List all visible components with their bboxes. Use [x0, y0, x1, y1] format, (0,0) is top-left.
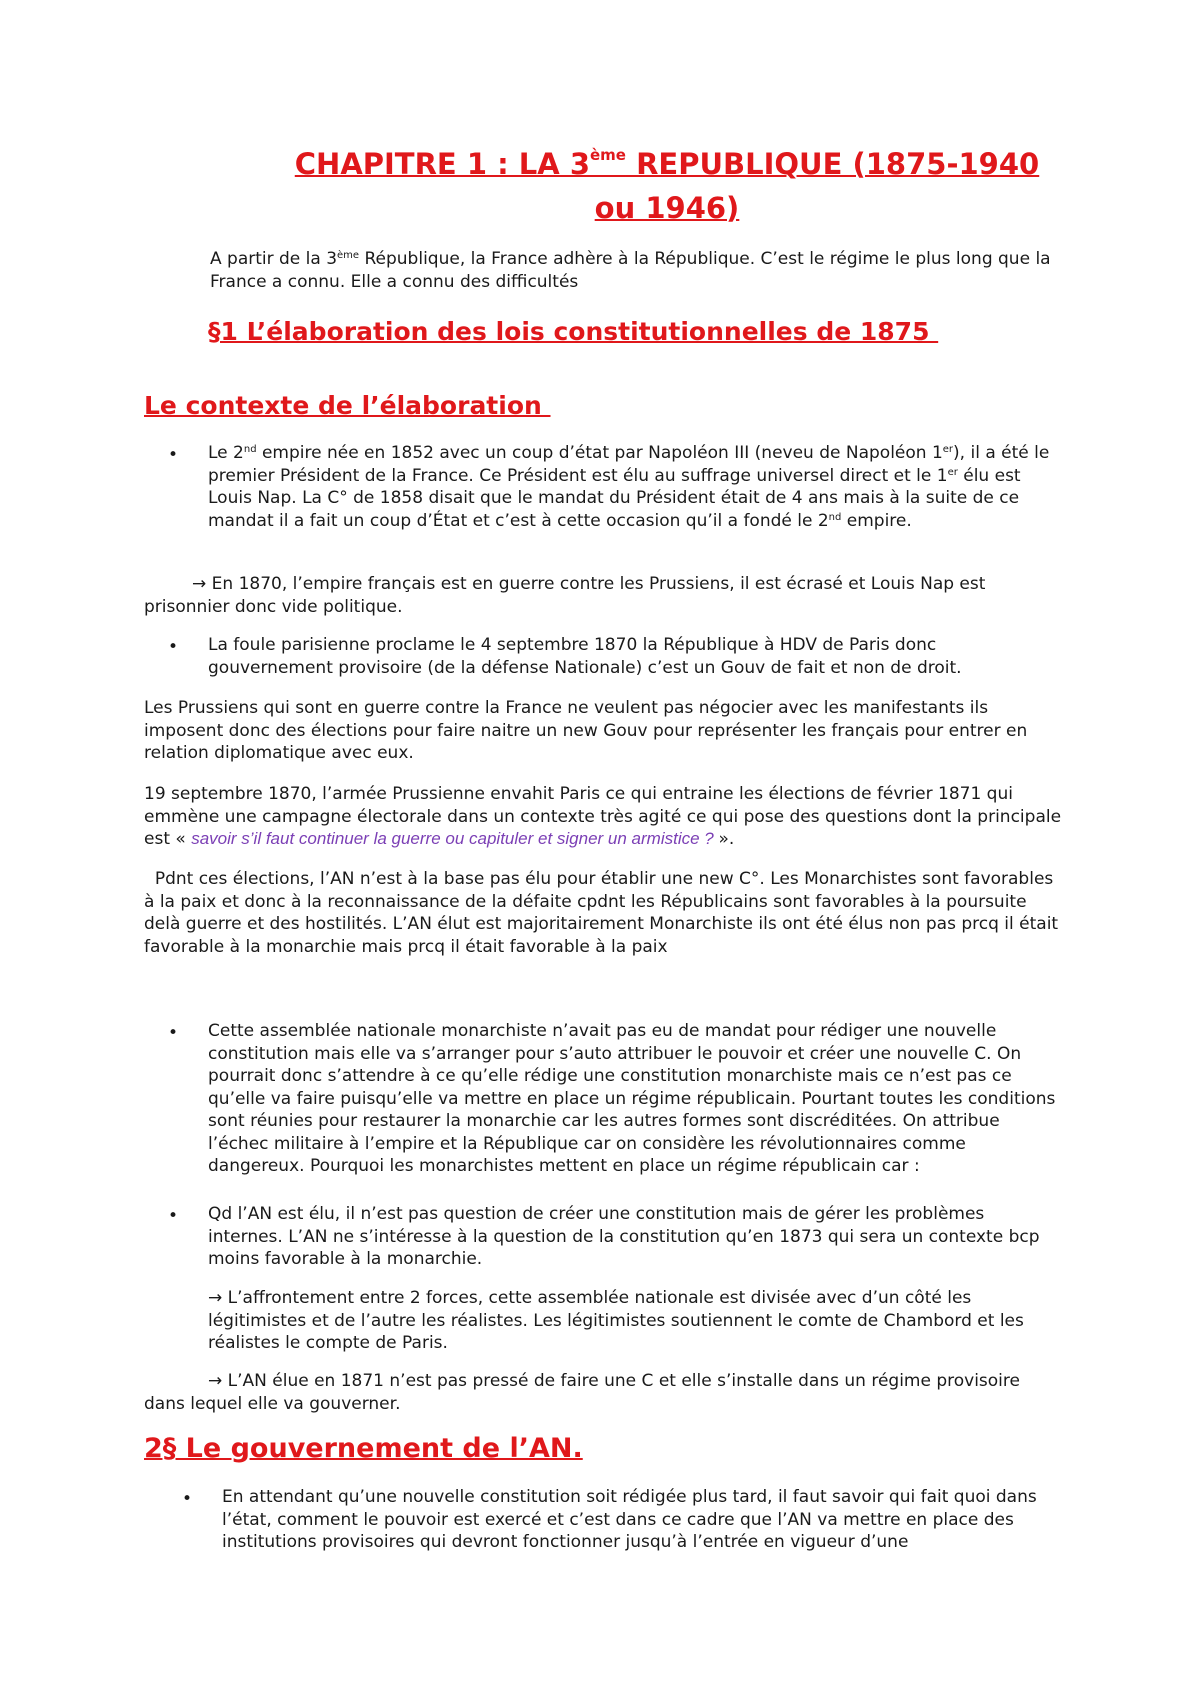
chapter-title-line-2: ou 1946): [594, 191, 740, 225]
bullet-marker: •: [168, 445, 179, 465]
bullet-paragraph-foule: La foule parisienne proclame le 4 septembre 1870 la République à HDV de Paris donc gouvernement provisoire (de la défense Nationale) c’est un Gouv de fait et non de droit.: [208, 635, 962, 678]
superscript: nd: [243, 444, 257, 455]
arrow-icon: →: [192, 574, 207, 594]
text-span: Le 2: [208, 443, 244, 463]
bullet-paragraph-qd-an: Qd l’AN est élu, il n’est pas question de créer une constitution mais de gérer les problèmes internes. L’AN ne s’intéresse à la question de la constitution qu’en 1873 qui sera un contexte bcp moins favorable à la monarchie.: [208, 1204, 1040, 1269]
text-span: ), il a été le premier Président de la France. Ce Président est élu au suffrage universel direct et le 1: [208, 443, 1050, 486]
superscript: er: [947, 466, 958, 478]
chapter-title: [0, 142, 1200, 230]
intro-superscript: ème: [337, 250, 360, 261]
bullet-marker: •: [182, 1489, 193, 1509]
title-text-post: REPUBLIQUE (1875-1940: [625, 147, 1040, 181]
text-span: empire.: [841, 510, 912, 531]
text-span: ».: [718, 829, 735, 849]
superscript: er: [942, 444, 954, 455]
bullet-marker: •: [168, 637, 179, 657]
bullet-paragraph-empire: [208, 442, 1058, 532]
bullet-paragraph-assemblee: Cette assemblée nationale monarchiste n’avait pas eu de mandat pour rédiger une nouvelle constitution mais elle va s’arranger pour s’auto attribuer le pouvoir et créer une nouvelle C. On pourrait donc s’attendre à ce qu’elle rédige une constitution monarchiste mais ce n’est pas ce qu’elle va faire puisqu’elle va mettre en place un régime républicain. Pourtant toutes les conditions sont réunies pour restaurer la monarchie car les autres formes sont discréditées. On attribue l’échec militaire à l’empire et la République car on considère les révolutionnaires comme dangereux. Pourquoi les monarchistes mettent en place un régime républicain car :: [208, 1021, 1056, 1176]
superscript: nd: [828, 511, 842, 523]
bullet-paragraph-attente: En attendant qu’une nouvelle constitution soit rédigée plus tard, il faut savoir qui fait quoi dans l’état, comment le pouvoir est exercé et c’est dans ce cadre que l’AN va mettre en place des institutions provisoires qui devront fonctionner jusqu’à l’entrée en vigueur d’une: [222, 1487, 1037, 1552]
bullet-marker: •: [168, 1023, 179, 1043]
text-span: L’AN élue en 1871 n’est pas pressé de faire une C et elle s’installe dans un régime provisoire dans lequel elle va gouverner.: [144, 1371, 1020, 1414]
bullet-marker: •: [168, 1206, 179, 1226]
arrow-icon: →: [208, 1371, 223, 1391]
arrow-paragraph-an-1871: [144, 1370, 1064, 1415]
arrow-icon: →: [208, 1288, 223, 1308]
intro-text-post: République, la France adhère à la République. C’est le régime le plus long que la France a connu. Elle a connu des difficultés: [210, 249, 1051, 292]
text-span: empire née en 1852 avec un coup d’état par Napoléon III (neveu de Napoléon 1: [256, 443, 943, 463]
subsection-heading: Le contexte de l’élaboration: [144, 391, 551, 420]
question-quote: savoir s’il faut continuer la guerre ou capituler et signer un armistice ?: [191, 829, 719, 848]
chapter-title-line-1: [0, 142, 1200, 186]
paragraph-19-septembre: [144, 783, 1066, 851]
text-span: 19 septembre 1870, l’armée Prussienne envahit Paris ce qui entraine les élections de février 1871 qui emmène une campagne électorale dans un contexte très agité ce qui pose des questions dont la principale est «: [144, 784, 1062, 849]
text-span: élu est Louis Nap. La C° de 1858 disait que le mandat du Président était de 4 ans mais à la suite de ce mandat il a fait un coup d’État et c’est à cette occasion qu’il a fondé le 2: [208, 465, 1021, 531]
text-span: L’affrontement entre 2 forces, cette assemblée nationale est divisée avec d’un côté les légitimistes et de l’autre les réalistes. Les légitimistes soutiennent le comte de Chambord et les réalistes le compte de Paris.: [208, 1288, 1024, 1353]
intro-text-pre: A partir de la 3: [210, 249, 338, 269]
arrow-paragraph-1870: [144, 573, 1064, 618]
intro-paragraph: [210, 248, 1062, 293]
text-span: En 1870, l’empire français est en guerre contre les Prussiens, il est écrasé et Louis Nap est prisonnier donc vide politique.: [144, 574, 986, 617]
title-text-pre: CHAPITRE 1 : LA 3: [294, 147, 590, 181]
section-1-heading: §1 L’élaboration des lois constitutionnelles de 1875: [208, 317, 939, 346]
paragraph-prussiens: Les Prussiens qui sont en guerre contre la France ne veulent pas négocier avec les manifestants ils imposent donc des élections pour faire naitre un new Gouv pour représenter les français pour entrer en relation diplomatique avec eux.: [144, 698, 1028, 763]
arrow-paragraph-affrontement: [208, 1287, 1060, 1355]
section-2-heading: 2§ Le gouvernement de l’AN.: [144, 1433, 583, 1464]
paragraph-elections: Pdnt ces élections, l’AN n’est à la base pas élu pour établir une new C°. Les Monarchistes sont favorables à la paix et donc à la reconnaissance de la défaite cpdnt les Républicains sont favorables à la poursuite delà guerre et des hostilités. L’AN élut est majoritairement Monarchiste ils ont été élus non pas prcq il était favorable à la monarchie mais prcq il était favorable à la paix: [144, 869, 1064, 957]
title-superscript: ème: [590, 146, 626, 164]
